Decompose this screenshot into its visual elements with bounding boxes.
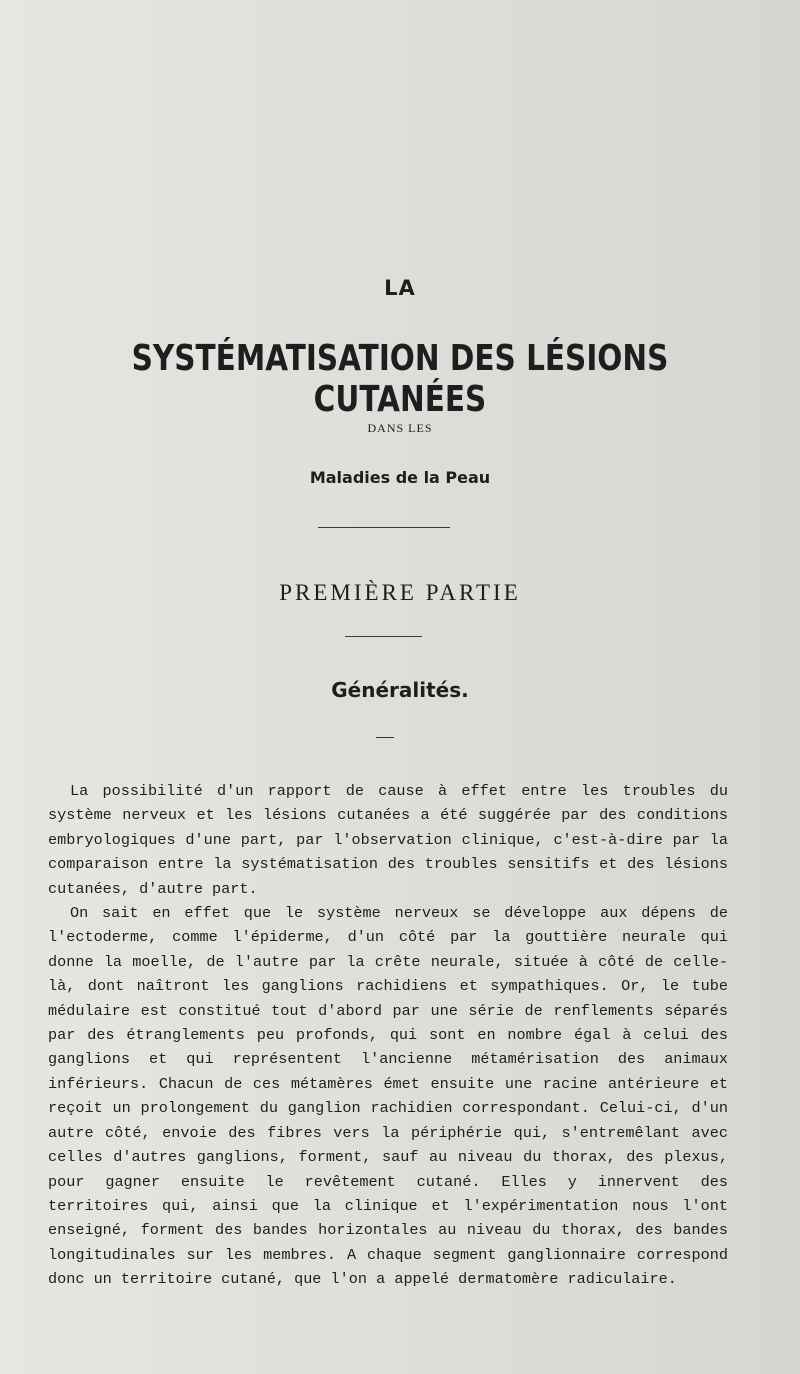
part-heading: PREMIÈRE PARTIE xyxy=(279,580,521,605)
body-text xyxy=(48,779,728,1292)
paragraph: On sait en effet que le système nerveux se développe aux dépens de l'ectoderme, comme l'épiderme, d'un côté par la gouttière neurale qui donne la moelle, de l'autre par la crête neurale, située à côté de celle-là, dont naîtront les ganglions rachidiens et sympathiques. Or, le tube médulaire est constitué tout d'abord par une série de renflements séparés par des étranglements peu profonds, qui sont en nombre égal à celui des ganglions et qui représentent l'ancienne métamérisation des animaux inférieurs. Chacun de ces métamères émet ensuite une racine antérieure et reçoit un prolongement du ganglion rachidien correspondant. Celui-ci, d'un autre côté, envoie des fibres vers la périphérie qui, s'entremêlant avec celles d'autres ganglions, forment, sauf au niveau du thorax, des plexus, pour gagner ensuite le revêtement cutané. Elles y innervent des territoires qui, ainsi que la clinique et l'expérimentation nous l'ont enseigné, forment des bandes horizontales au niveau du thorax, des bandes longitudinales sur les membres. A chaque segment ganglionnaire correspond donc un territoire cutané, que l'on a appelé dermatomère radiculaire. xyxy=(48,904,728,1289)
pretitle: LA xyxy=(384,276,416,300)
paragraph: La possibilité d'un rapport de cause à effet entre les troubles du système nerveux et les lésions cutanées a été suggérée par des conditions embryologiques d'une part, par l'observation clinique, c'est-à-dire par la comparaison entre la systématisation des troubles sensitifs et des lésions cutanées, d'autre part. xyxy=(48,782,728,898)
subtitle: Maladies de la Peau xyxy=(309,468,491,487)
divider-rule xyxy=(345,636,422,637)
main-title: SYSTÉMATISATION DES LÉSIONS CUTANÉES xyxy=(131,338,669,420)
divider-dash xyxy=(376,737,394,738)
divider-rule xyxy=(318,527,450,528)
section-heading: Généralités. xyxy=(331,678,469,702)
title-connector: DANS LES xyxy=(367,421,433,435)
